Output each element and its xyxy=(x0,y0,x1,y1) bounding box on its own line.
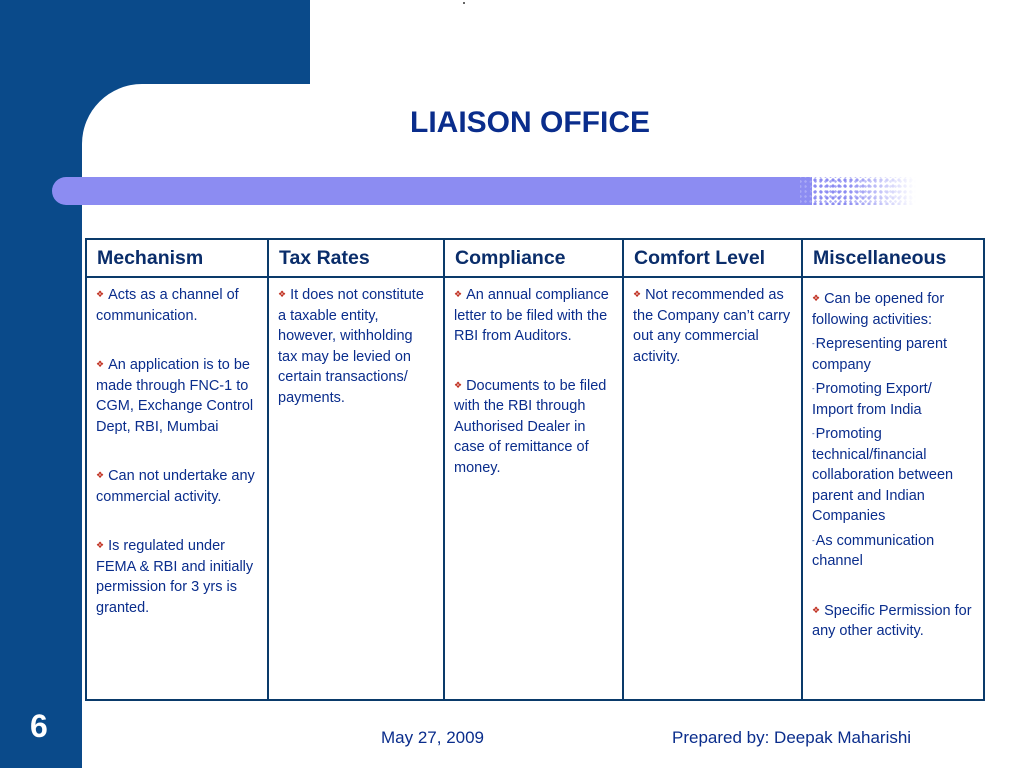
mechanism-cell xyxy=(86,277,268,700)
footer-author: Prepared by: Deepak Maharishi xyxy=(672,728,912,747)
footer-date: May 27, 2009 xyxy=(381,728,485,747)
list-item: ❖ Not recommended as the Company can’t carry out any commercial activity. xyxy=(633,284,793,367)
slide-title: LIAISON OFFICE xyxy=(410,106,650,139)
dash-bullet-icon: - xyxy=(812,429,815,438)
diamond-bullet-icon: ❖ xyxy=(96,470,105,480)
sub-list-item: -Representing parent company xyxy=(812,336,948,373)
title-underline-bar xyxy=(52,177,812,205)
list-item: ❖ Specific Permission for any other activity. xyxy=(812,600,975,642)
sub-list-item: -Promoting technical/financial collaboration between parent and Indian Companies xyxy=(812,426,954,524)
tax-rates-cell xyxy=(268,277,444,700)
dash-bullet-icon: - xyxy=(812,339,815,348)
table-header-row xyxy=(86,239,984,277)
diamond-bullet-icon: ❖ xyxy=(96,540,105,550)
list-item: ❖ It does not constitute a taxable entity, however, withholding tax may be levied on certain transactions/ payments. xyxy=(278,284,435,408)
diamond-bullet-icon: ❖ xyxy=(278,289,287,299)
list-item: ❖ Is regulated under FEMA & RBI and initially permission for 3 yrs is granted. xyxy=(96,535,259,618)
top-dot-decoration xyxy=(463,2,465,4)
list-item: ❖ Can be opened for following activities: xyxy=(812,288,975,330)
comfort-level-cell xyxy=(623,277,802,700)
header-compliance: Compliance xyxy=(444,239,623,277)
diamond-bullet-icon: ❖ xyxy=(454,379,463,390)
table-body-row xyxy=(86,277,984,700)
compliance-cell xyxy=(444,277,623,700)
slide-number: 6 xyxy=(30,708,48,744)
header-tax-rates: Tax Rates xyxy=(268,239,444,277)
list-item: ❖ Documents to be filed with the RBI through Authorised Dealer in case of remittance of money. xyxy=(454,375,614,479)
miscellaneous-cell xyxy=(802,277,984,700)
top-navy-block xyxy=(0,0,310,84)
left-navy-band xyxy=(0,0,82,768)
list-item: ❖ Acts as a channel of communication. xyxy=(96,284,259,326)
header-mechanism: Mechanism xyxy=(86,239,268,277)
sub-list-item: -Promoting Export/ Import from India xyxy=(812,381,932,418)
header-comfort-level: Comfort Level xyxy=(623,239,802,277)
sub-list-item: -As communication channel xyxy=(812,532,935,569)
dash-bullet-icon: - xyxy=(812,384,815,393)
diamond-bullet-icon: ❖ xyxy=(633,289,642,299)
list-item: ❖ An application is to be made through FNC-1 to CGM, Exchange Control Dept, RBI, Mumbai xyxy=(96,354,259,437)
diamond-bullet-icon: ❖ xyxy=(812,293,821,303)
liaison-office-table xyxy=(85,238,985,701)
diamond-bullet-icon: ❖ xyxy=(96,359,105,369)
dash-bullet-icon: - xyxy=(812,535,815,545)
rounded-corner-decoration xyxy=(82,84,142,144)
title-bar-dotted-fade xyxy=(800,177,916,205)
header-miscellaneous: Miscellaneous xyxy=(802,239,984,277)
list-item: ❖ Can not undertake any commercial activity. xyxy=(96,465,259,507)
diamond-bullet-icon: ❖ xyxy=(454,289,463,299)
diamond-bullet-icon: ❖ xyxy=(96,289,105,299)
list-item: ❖ An annual compliance letter to be filed with the RBI from Auditors. xyxy=(454,284,614,347)
diamond-bullet-icon: ❖ xyxy=(812,604,821,615)
